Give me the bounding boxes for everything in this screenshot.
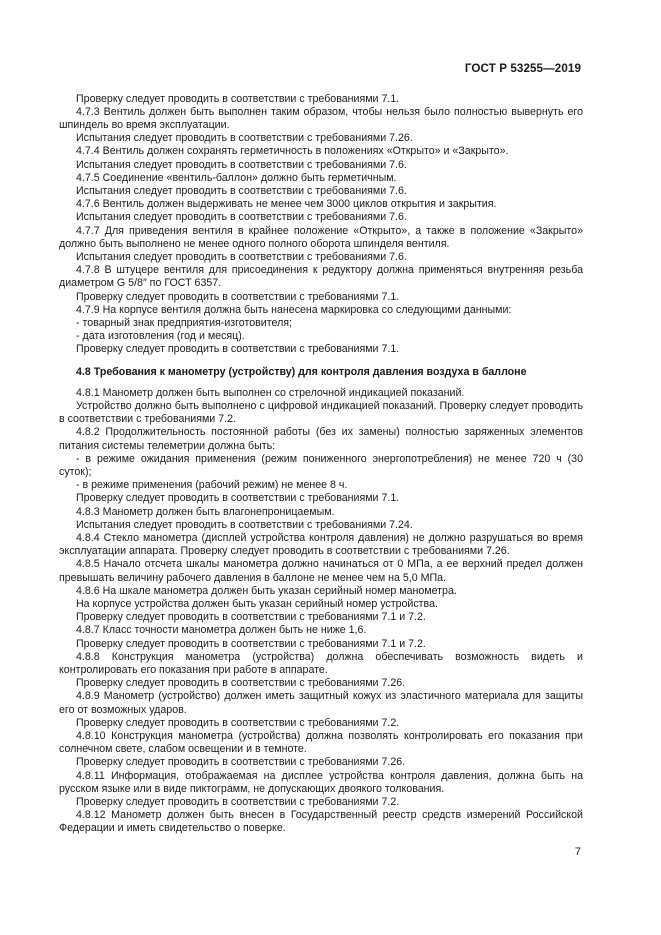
paragraph: 4.8.9 Манометр (устройство) должен иметь защитный кожух из эластичного материала для защиты его от возможных ударов. [59, 690, 583, 716]
paragraph: 4.7.3 Вентиль должен быть выполнен таким образом, чтобы нельзя было полностью вывернуть его шпиндель во время эксплуатации. [59, 105, 583, 131]
paragraph: 4.8.5 Начало отсчета шкалы манометра должно начинаться от 0 МПа, а ее верхний предел должен превышать величину рабочего давления в баллоне не менее чем на 5,0 МПа. [59, 558, 583, 584]
paragraph: Проверку следует проводить в соответствии с требованиями 7.1. [76, 492, 400, 505]
paragraph: Проверку следует проводить в соответствии с требованиями 7.26. [76, 756, 406, 769]
paragraph: 4.8.1 Манометр должен быть выполнен со стрелочной индикацией показаний. [76, 386, 465, 399]
paragraph: Проверку следует проводить в соответствии с требованиями 7.1 и 7.2. [76, 611, 426, 624]
paragraph: 4.8.6 На шкале манометра должен быть указан серийный номер манометра. [76, 584, 457, 597]
paragraph: - в режиме применения (рабочий режим) не менее 8 ч. [76, 479, 348, 492]
paragraph: Испытания следует проводить в соответствии с требованиями 7.6. [76, 250, 407, 263]
paragraph: 4.7.8 В штуцере вентиля для присоединения к редуктору должна применяться внутренняя резьба диаметром G 5/8″ по ГОСТ 6357. [59, 264, 583, 290]
paragraph: Проверку следует проводить в соответствии с требованиями 7.1. [76, 92, 400, 105]
paragraph: 4.8.4 Стекло манометра (дисплей устройства контроля давления) не должно разрушаться во время эксплуатации аппарата. Проверку следует проводить в соответствии с требованиями 7.26. [59, 532, 583, 558]
paragraph: - дата изготовления (год и месяц). [76, 330, 245, 343]
document-body [59, 93, 583, 836]
paragraph: 4.7.5 Соединение «вентиль-баллон» должно быть герметичным. [76, 171, 397, 184]
document-header: ГОСТ Р 53255—2019 [464, 62, 581, 75]
paragraph: 4.8.2 Продолжительность постоянной работы (без их замены) полностью заряженных элементов питания системы телеметрии должна быть: [59, 426, 583, 452]
page-number: 7 [574, 846, 581, 858]
paragraph: 4.8.10 Конструкция манометра (устройства) должна позволять контролировать его показания при солнечном свете, слабом освещении и в темноте. [59, 730, 583, 756]
paragraph: Проверку следует проводить в соответствии с требованиями 7.1. [76, 343, 400, 356]
paragraph: 4.7.6 Вентиль должен выдерживать не менее чем 3000 циклов открытия и закрытия. [76, 198, 497, 211]
paragraph: 4.7.4 Вентиль должен сохранять герметичность в положениях «Открыто» и «Закрыто». [76, 145, 509, 158]
paragraph: Проверку следует проводить в соответствии с требованиями 7.1 и 7.2. [76, 637, 426, 650]
paragraph: 4.7.9 На корпусе вентиля должна быть нанесена маркировка со следующими данными: [76, 303, 512, 316]
paragraph: Проверку следует проводить в соответствии с требованиями 7.2. [76, 796, 400, 809]
section-heading: 4.8 Требования к манометру (устройству) для контроля давления воздуха в баллоне [76, 365, 527, 378]
paragraph: 4.8.11 Информация, отображаемая на дисплее устройства контроля давления, должна быть на русском языке или в виде пиктограмм, не допускающих двоякого толкования. [59, 769, 583, 795]
paragraph: - товарный знак предприятия-изготовителя; [76, 316, 292, 329]
paragraph: 4.8.8 Конструкция манометра (устройства) должна обеспечивать возможность видеть и контролировать его показания при работе в аппарате. [59, 650, 583, 677]
paragraph: Испытания следует проводить в соответствии с требованиями 7.6. [76, 158, 407, 171]
paragraph: Испытания следует проводить в соответствии с требованиями 7.26. [76, 132, 413, 145]
paragraph: Испытания следует проводить в соответствии с требованиями 7.24. [76, 518, 413, 531]
paragraph: - в режиме ожидания применения (режим пониженного энергопотребления) не менее 720 ч (30 суток); [59, 452, 583, 478]
paragraph: Испытания следует проводить в соответствии с требованиями 7.6. [76, 211, 407, 224]
paragraph: Устройство должно быть выполнено с цифровой индикацией показаний. Проверку следует проводить в соответствии с требованиями 7.2. [59, 399, 583, 426]
paragraph: 4.8.3 Манометр должен быть влагонепроницаемым. [76, 505, 335, 518]
paragraph: 4.7.7 Для приведения вентиля в крайнее положение «Открыто», а также в положение «Закрыто» должно быть выполнено не менее одного полного оборота шпинделя вентиля. [59, 224, 583, 250]
paragraph: Испытания следует проводить в соответствии с требованиями 7.6. [76, 184, 407, 197]
paragraph: Проверку следует проводить в соответствии с требованиями 7.1. [76, 290, 400, 303]
paragraph: 4.8.7 Класс точности манометра должен быть не ниже 1,6. [76, 624, 367, 637]
paragraph: На корпусе устройства должен быть указан серийный номер устройства. [76, 598, 438, 611]
paragraph: Проверку следует проводить в соответствии с требованиями 7.26. [76, 677, 406, 690]
paragraph: 4.8.12 Манометр должен быть внесен в Государственный реестр средств измерений Российской Федерации и иметь свидетельство о поверке. [59, 809, 583, 835]
paragraph: Проверку следует проводить в соответствии с требованиями 7.2. [76, 716, 400, 729]
